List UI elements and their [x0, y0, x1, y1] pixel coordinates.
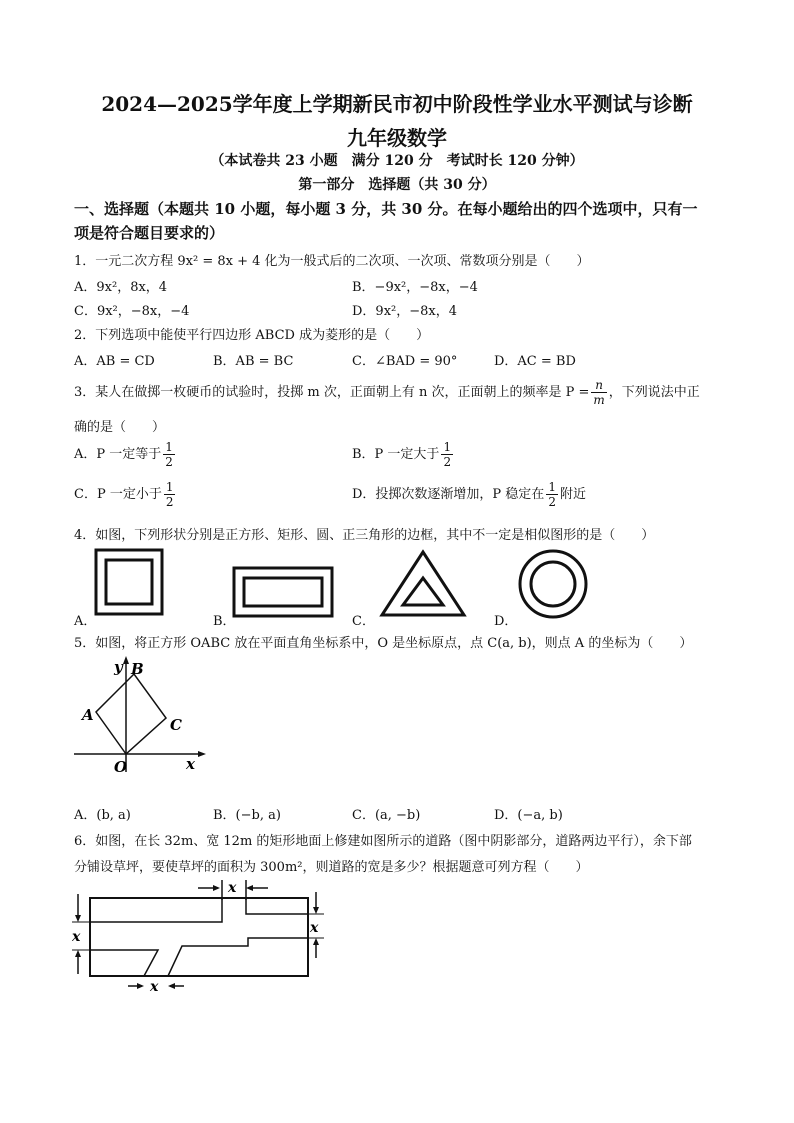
exam-info: （本试卷共 23 小题 满分 120 分 考试时长 120 分钟） [210, 153, 584, 169]
top-road-width-label: x [228, 880, 237, 896]
section-heading-line1: 一、选择题（本题共 10 小题，每小题 3 分，共 30 分。在每小题给出的四个选项中，只有一 [74, 200, 698, 218]
q5-coordinate-figure [74, 654, 214, 782]
q1-option-c[interactable]: C．9x²，−8x，−4 [74, 304, 190, 319]
q3-stem [74, 378, 700, 407]
q1-option-a[interactable]: A．9x²，8x，4 [74, 280, 168, 295]
q2-stem: 2．下列选项中能使平行四边形 ABCD 成为菱形的是（ ） [74, 328, 430, 343]
q4-option-b[interactable]: B． [213, 614, 236, 629]
q1-option-d[interactable]: D．9x²，−8x，4 [352, 304, 458, 319]
point-c-label: C [170, 716, 182, 734]
q5-option-b[interactable]: B．(−b, a) [213, 808, 281, 823]
q2-option-c[interactable]: C．∠BAD = 90° [352, 354, 458, 369]
q4-stem: 4．如图，下列形状分别是正方形、矩形、圆、正三角形的边框，其中不一定是相似图形的是（ ） [74, 528, 655, 543]
q6-stem-line2: 分铺设草坪，要使草坪的面积为 300m²，则道路的宽是多少？根据题意可列方程（ ） [74, 860, 589, 875]
left-road-width-label: x [72, 929, 81, 945]
q4-option-d[interactable]: D． [494, 614, 518, 629]
part-heading: 第一部分 选择题（共 30 分） [298, 177, 496, 193]
q3-option-b[interactable]: B．P 一定大于 $\frac{1}{2}$ [352, 440, 452, 469]
subject-title: 九年级数学 [347, 126, 447, 150]
q3-stem-line2: 确的是（ ） [74, 420, 166, 435]
q4-option-a[interactable]: A． [74, 614, 97, 629]
q3-option-d[interactable]: D．投掷次数逐渐增加，P 稳定在 $\frac{1}{2}$ 附近 [352, 480, 586, 509]
bottom-road-width-label: x [150, 979, 159, 994]
q2-option-a[interactable]: A．AB = CD [74, 354, 155, 369]
q3-frequency-fraction: $\frac{n}{m}$ [593, 378, 605, 407]
x-axis-label: x [186, 755, 195, 773]
q3-option-a[interactable]: A．P 一定等于 $\frac{1}{2}$ [74, 440, 173, 469]
origin-label: O [114, 758, 128, 776]
q2-option-b[interactable]: B．AB = BC [213, 354, 294, 369]
q4-option-c[interactable]: C． [352, 614, 375, 629]
section-heading-line2: 项是符合题目要求的） [74, 224, 225, 242]
q1-stem: 1．一元二次方程 9x² = 8x + 4 化为一般式后的二次项、一次项、常数项分别是（ ） [74, 254, 590, 269]
right-road-width-label: x [310, 920, 319, 936]
point-b-label: B [131, 660, 144, 678]
q5-option-a[interactable]: A．(b, a) [74, 808, 131, 823]
y-axis-label: y [114, 658, 123, 676]
q3-stem-tail: ，下列说法中正 [608, 385, 700, 400]
q3-stem-text: 3．某人在做掷一枚硬币的试验时，投掷 m 次，正面朝上有 n 次，正面朝上的频率是 P = [74, 385, 590, 400]
q1-option-b[interactable]: B．−9x²，−8x，−4 [352, 280, 478, 295]
q3-option-c[interactable]: C．P 一定小于 $\frac{1}{2}$ [74, 480, 174, 509]
circle-frame-shape [520, 551, 586, 617]
point-a-label: A [82, 706, 94, 724]
q5-option-d[interactable]: D．(−a, b) [494, 808, 563, 823]
square-frame-shape [96, 550, 162, 614]
q5-stem: 5．如图，将正方形 OABC 放在平面直角坐标系中，O 是坐标原点，点 C(a, b)，则点 A 的坐标为（ ） [74, 636, 693, 651]
page-title: 2024—2025学年度上学期新民市初中阶段性学业水平测试与诊断 [101, 92, 693, 116]
q4-shapes-figure [94, 548, 694, 620]
q6-road-figure [72, 878, 332, 994]
q6-stem-line1: 6．如图，在长 32m、宽 12m 的矩形地面上修建如图所示的道路（图中阴影部分，道路两边平行），余下部 [74, 834, 692, 849]
rectangle-frame-shape [234, 568, 332, 616]
q2-option-d[interactable]: D．AC = BD [494, 354, 576, 369]
q5-option-c[interactable]: C．(a, −b) [352, 808, 421, 823]
triangle-frame-shape [382, 552, 464, 615]
